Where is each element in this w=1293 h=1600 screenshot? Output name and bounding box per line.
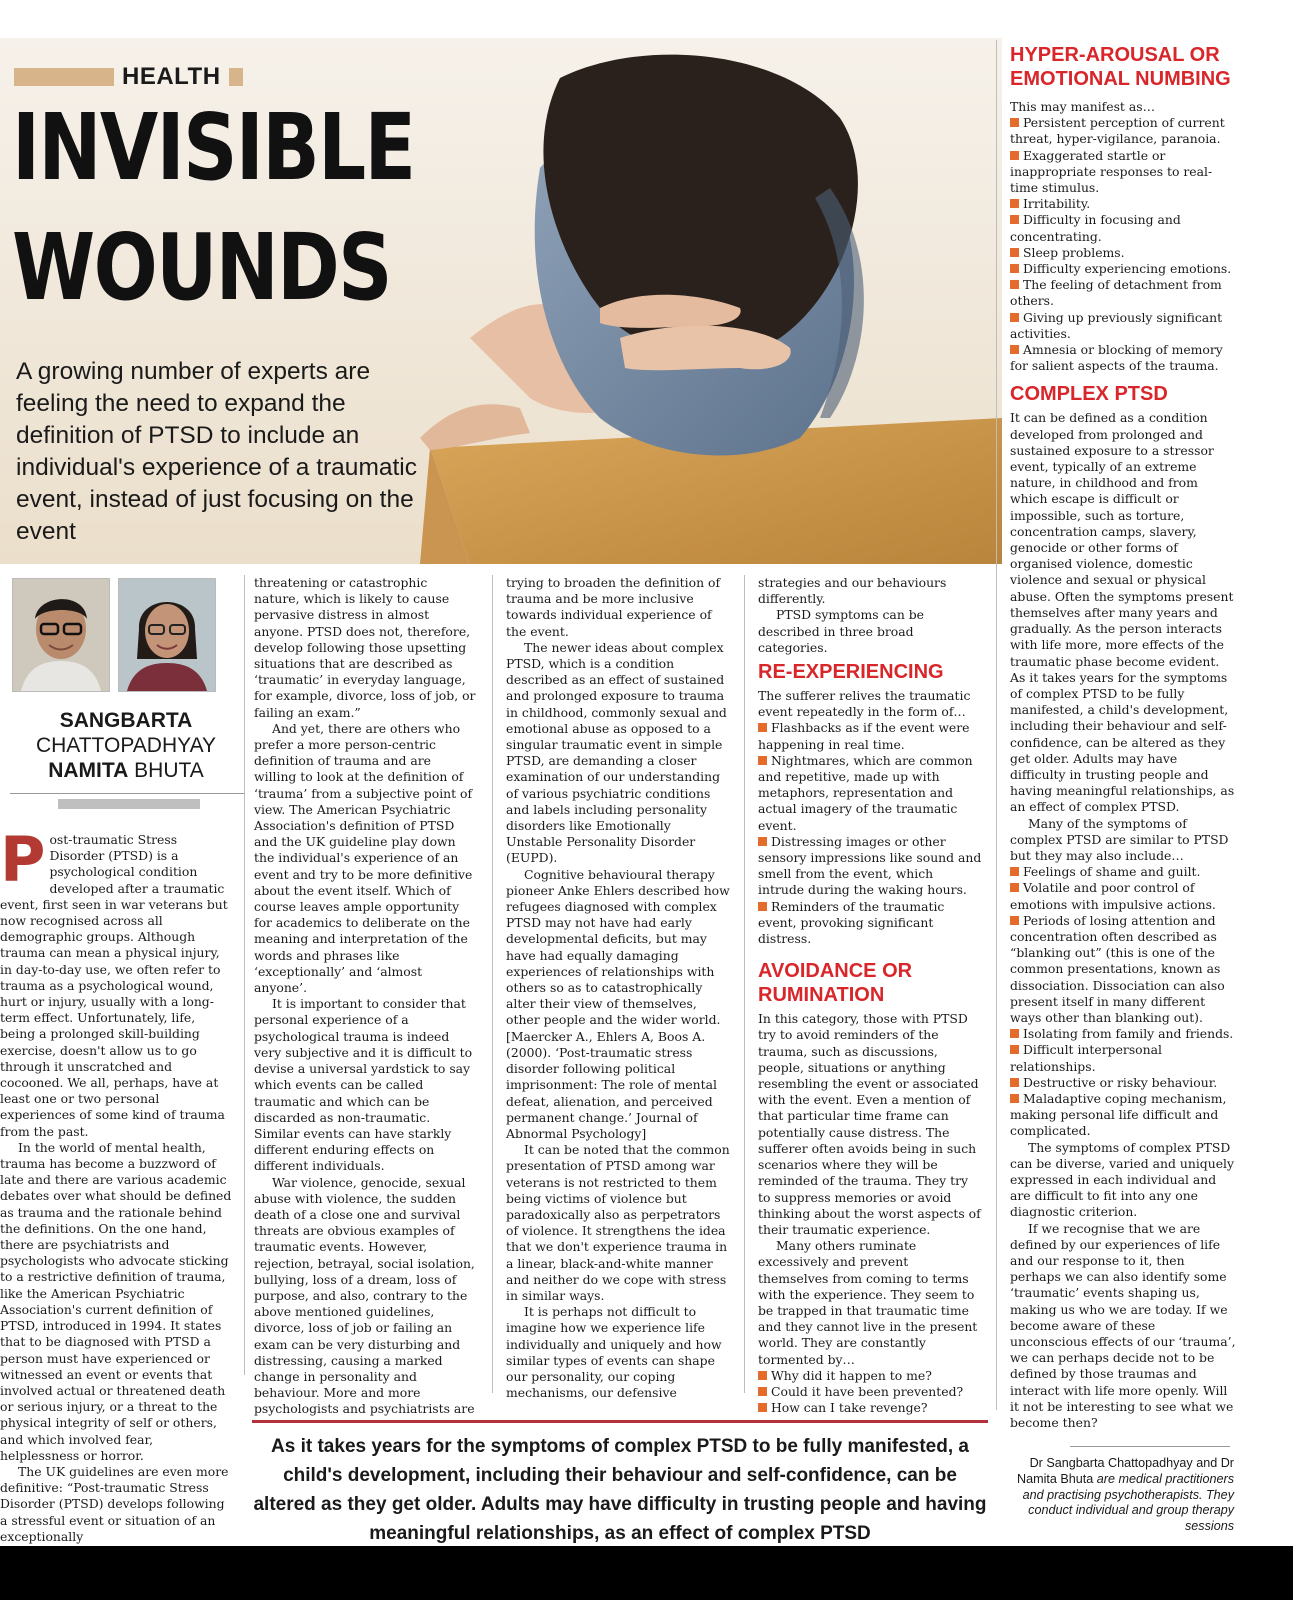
byline-line-1: SANGBARTA [59, 709, 193, 732]
bullet-square-icon [1010, 118, 1019, 127]
credit-names: Dr Sangbarta Chattopadhyay and Dr Namita Bhuta [1016, 1456, 1234, 1486]
pullquote: As it takes years for the symptoms of complex PTSD to be fully manifested, a child's development, including their behaviour and self-confidence, can be altered as they get older. Adults may have difficulty in trusting people and having meaningful relationships, as an effect of complex PTSD [253, 1436, 987, 1544]
bullet-item [758, 1400, 982, 1416]
body-paragraph: The sufferer relives the traumatic event repeatedly in the form of… [758, 688, 971, 720]
bullet-text: Nightmares, which are common and repetitive, made up with metaphors, representation and actual imagery of the traumatic event. [758, 752, 973, 833]
bullet-square-icon [1010, 280, 1019, 289]
bullet-item [1010, 913, 1236, 1026]
bullet-square-icon [1010, 313, 1019, 322]
bullet-square-icon [1010, 248, 1019, 257]
body-paragraph: War violence, genocide, sexual abuse with violence, the sudden death of a close one and survival threats are obvious examples of traumatic events. However, rejection, betrayal, social isolation, bullying, loss of a dream, loss of purpose, and also, contrary to the above mentioned guidelines, divorce, loss of job or failing an exam can be very disturbing and distressing, causing a marked change in personality and behaviour. More and more psychologists and psychiatrists are [254, 1174, 475, 1417]
bullet-text: How can I take revenge? [771, 1400, 928, 1416]
body-column-3 [506, 575, 730, 1401]
body-paragraph: And yet, there are others who prefer a more person-centric definition of trauma and are willing to look at the definition of ‘trauma’ from a subjective point of view. The American Psychiatric Association's definition of PTSD and the UK guideline play down the individual's experience of an event and try to be more definitive about the event itself. Which of course leaves ample opportunity for academics to deliberate on the meaning and interpretation of the words and phrases like ‘exceptionally’ and ‘almost anyone’. [254, 720, 473, 996]
byline-bhuta: BHUTA [128, 759, 204, 782]
pullquote-rule [252, 1420, 988, 1423]
body-column-4 [758, 575, 982, 1416]
subhead-avoidance: AVOIDANCE OR RUMINATION [758, 960, 913, 1007]
page-footer-bar [0, 1546, 1293, 1600]
bullet-square-icon [1010, 883, 1019, 892]
body-paragraph: In the world of mental health, trauma has become a buzzword of late and there are various academic debates over what should be defined as trauma and the rationale behind the definitions. On the one hand, there are psychiatrists and psychologists who advocate sticking to a restrictive definition of trauma, like the American Psychiatric Association's current definition of PTSD, introduced in 1994. It states that to be diagnosed with PTSD a person must have experienced or witnessed an event or events that involved actual or threatened death or serious injury, or a threat to the physical integrity of self or others, and which involved fear, helplessness or horror. [0, 1139, 232, 1463]
bullet-text: Amnesia or blocking of memory for salient aspects of the trauma. [1010, 342, 1223, 374]
body-paragraph: Many others ruminate excessively and prevent themselves from coming to terms with the experience. They seem to be trapped in that traumatic time and they cannot live in the present world. They are constantly tormented by… [758, 1238, 978, 1367]
bullet-square-icon [1010, 867, 1019, 876]
bullet-item [1010, 261, 1236, 277]
bullet-text: Difficult interpersonal relationships. [1010, 1042, 1162, 1074]
kicker-bar-right [229, 68, 243, 86]
bullet-text: Could it have been prevented? [771, 1383, 964, 1399]
bullet-square-icon [1010, 215, 1019, 224]
bullet-text: Distressing images or other sensory impressions like sound and smell from the event, which intrude during the waking hours. [758, 833, 982, 898]
bullet-item [1010, 277, 1236, 309]
headline-line-2: WOUNDS [12, 214, 391, 321]
bullet-text: Irritability. [1023, 196, 1091, 212]
column-rule [244, 575, 245, 1375]
kicker-bar-left [14, 68, 114, 86]
bullet-item [1010, 880, 1236, 912]
body-paragraph: In this category, those with PTSD try to avoid reminders of the trauma, such as discussions, people, situations or anything resembling the event or associated with the event. Even a mention of that particular time frame can potentially cause distress. The sufferer often avoids being in such scenarios where they will be reminded of the trauma. They try to suppress memories or avoid thinking about the worst aspects of their traumatic experience. [758, 1011, 981, 1237]
bullet-item [758, 720, 982, 752]
body-paragraph: Many of the symptoms of complex PTSD are similar to PTSD but they may also include… [1010, 815, 1229, 863]
body-paragraph: It can be defined as a condition developed from prolonged and sustained exposure to a stressor event, typically of an extreme nature, in childhood and from which escape is difficult or impossible, such as torture, concentration camps, slavery, genocide or other forms of organised violence, domestic violence and sexual or physical abuse. Often the symptoms present themselves after many years and gradually. As the person interacts with life more, more effects of the traumatic phase become evident. As it takes years for the symptoms of complex PTSD to be fully manifested, a child's development, including their behaviour and self-confidence, can be altered as they get older. Adults may have difficulty in trusting people and having meaningful relationships, as an effect of complex PTSD. [1010, 410, 1235, 815]
bullet-text: Difficulty in focusing and concentrating. [1010, 212, 1181, 244]
body-paragraph: PTSD symptoms can be described in three broad categories. [758, 607, 924, 655]
subhead-hyper-arousal: HYPER-AROUSAL OR EMOTIONAL NUMBING [1010, 44, 1231, 90]
column-rule [996, 40, 997, 1410]
bullet-square-icon [1010, 1094, 1019, 1103]
body-column-2 [254, 575, 476, 1418]
body-paragraph: It is important to consider that personal experience of a psychological trauma is indeed very subjective and it is difficult to devise a universal yardstick to say which events can be called traumatic and which can be discarded as non-traumatic. Similar events can have starkly different enduring effects on different individuals. [254, 996, 473, 1174]
bullet-item [1010, 1042, 1236, 1074]
credit-description: are medical practitioners and practising psychotherapists. They conduct individual and group therapy sessions [1022, 1471, 1234, 1534]
bullet-square-icon [758, 902, 767, 911]
body-paragraph: threatening or catastrophic nature, which is likely to cause pervasive distress in almost anyone. PTSD does not, therefore, develop following those upsetting situations that are described as ‘traumatic’ in everyday language, for example, divorce, loss of job, or failing an exam.” [254, 575, 476, 720]
bullet-item [1010, 310, 1236, 342]
bullet-text: Destructive or risky behaviour. [1023, 1074, 1218, 1090]
bullet-square-icon [1010, 264, 1019, 273]
bullet-item [1010, 1075, 1236, 1091]
bullet-square-icon [1010, 1029, 1019, 1038]
body-paragraph [0, 823, 232, 1140]
byline-grey-bar [58, 799, 200, 809]
bullet-square-icon [1010, 916, 1019, 925]
body-paragraph: The newer ideas about complex PTSD, which is a condition described as an effect of sustained and prolonged exposure to trauma in childhood, commonly sexual and emotional abuse as opposed to a singular traumatic event in simple PTSD, are demanding a closer examination of our understanding of various psychiatric conditions and labels including personality disorders like Emotionally Unstable Personality Disorder (EUPD). [506, 639, 727, 866]
author-photo-namita [118, 578, 216, 692]
subhead-complex-ptsd: COMPLEX PTSD [1010, 383, 1168, 406]
subhead-re-experiencing: RE-EXPERIENCING [758, 661, 944, 684]
bullet-item [758, 1384, 982, 1400]
bullet-text: Persistent perception of current threat, hyper-vigilance, paranoia. [1010, 115, 1225, 147]
bullet-item [1010, 1091, 1236, 1140]
bullet-square-icon [758, 1387, 767, 1396]
bullet-item [758, 834, 982, 899]
bullet-square-icon [1010, 345, 1019, 354]
author-photo-sangbarta [12, 578, 110, 692]
bullet-square-icon [758, 756, 767, 765]
bullet-square-icon [758, 1371, 767, 1380]
standfirst: A growing number of experts are feeling the need to expand the definition of PTSD to include an individual's experience of a traumatic event, instead of just focusing on the event [16, 358, 417, 545]
bullet-item [1010, 245, 1236, 261]
bullet-square-icon [758, 837, 767, 846]
bullet-text: Maladaptive coping mechanism, making personal life difficult and complicated. [1010, 1090, 1227, 1139]
bullet-text: Giving up previously significant activities. [1010, 309, 1223, 341]
body-paragraph: trying to broaden the definition of trauma and be more inclusive towards individual experience of the event. [506, 575, 721, 639]
bullet-item [758, 899, 982, 948]
section-label: HEALTH [122, 63, 221, 90]
headline-line-1: INVISIBLE [12, 94, 415, 201]
body-paragraph: strategies and our behaviours differently. [758, 575, 947, 607]
bullet-text: Feelings of shame and guilt. [1023, 864, 1201, 880]
bullet-item [1010, 148, 1236, 197]
credit-rule [1070, 1446, 1230, 1447]
bullet-square-icon [1010, 1078, 1019, 1087]
body-paragraph: The UK guidelines are even more definitive: “Post-traumatic Stress Disorder (PTSD) develops following a stressful event or situation of an exceptionally [0, 1463, 229, 1544]
byline-line-2: CHATTOPADHYAY [35, 734, 217, 757]
bullet-item [1010, 212, 1236, 244]
bullet-text: The feeling of detachment from others. [1010, 277, 1222, 309]
bullet-item [1010, 115, 1236, 147]
body-paragraph-text: ost-traumatic Stress Disorder (PTSD) is a psychological condition developed after a traumatic event, first seen in war veterans but now recognised across all demographic groups. Although trauma can mean a physical injury, in day-to-day use, we often refer to trauma as a psychological wound, hurt or injury, usually with a long-term effect. Unfortunately, life, being a prolonged skill-building exercise, doesn't allow us to go through it unscratched and cocooned. We all, perhaps, have at least one or two personal experiences of some kind of trauma from the past. [0, 832, 228, 1139]
bullet-text: Volatile and poor control of emotions with impulsive actions. [1010, 880, 1216, 912]
bullet-square-icon [758, 1403, 767, 1412]
column-rule [744, 575, 745, 1393]
byline-line-3 [8, 758, 244, 783]
author-credit [1010, 1456, 1234, 1535]
bullet-item [1010, 342, 1236, 374]
bullet-square-icon [1010, 151, 1019, 160]
bullet-text: Periods of losing attention and concentration often described as “blanking out” (this is one of the common presentations, known as dissociation. Dissociation can also present itself in many different ways other than blanking out). [1010, 912, 1225, 1025]
body-paragraph: If we recognise that we are defined by our experiences of life and our response to it, then perhaps we can also identify some ‘traumatic’ events shaping us, making us who we are today. If we become aware of these unconscious effects of our ‘trauma’, we can perhaps decide not to be defined by those traumas and interact with life more openly. Will it not be interesting to see what we become then? [1010, 1220, 1236, 1431]
bullet-square-icon [758, 723, 767, 732]
bullet-square-icon [1010, 199, 1019, 208]
bullet-item [1010, 1026, 1236, 1042]
bullet-text: Exaggerated startle or inappropriate responses to real-time stimulus. [1010, 147, 1213, 196]
column-rule [492, 575, 493, 1393]
body-column-5 [1010, 43, 1236, 1431]
body-column-1 [0, 823, 232, 1545]
bullet-text: Why did it happen to me? [771, 1367, 932, 1383]
bullet-text: Reminders of the traumatic event, provoking significant distress. [758, 898, 945, 947]
body-paragraph: It is perhaps not difficult to imagine how we experience life individually and uniquely and how similar types of events can shape our personality, our coping mechanisms, our defensive [506, 1304, 722, 1401]
bullet-text: Isolating from family and friends. [1023, 1026, 1234, 1042]
bullet-item [758, 753, 982, 834]
section-kicker [14, 62, 243, 92]
body-paragraph: It can be noted that the common presentation of PTSD among war veterans is not restricted to them being victims of violence but paradoxically also as perpetrators of violence. It strengthens the idea that we don't experience trauma in a linear, black-and-white manner and neither do we cope with stress in similar ways. [506, 1142, 730, 1303]
body-paragraph: Cognitive behavioural therapy pioneer Anke Ehlers described how refugees diagnosed with complex PTSD may not have had early developmental deficits, but may have had equally damaging experiences of relationships with others so as to catastrophically alter their view of themselves, other people and the wider world. [Maercker A., Ehlers A, Boos A. (2000). ‘Post-traumatic stress disorder following political imprisonment: The role of mental defeat, alienation, and perceived permanent change.’ Journal of Abnormal Psychology] [506, 866, 730, 1141]
bullet-text: Difficulty experiencing emotions. [1023, 261, 1232, 277]
bullet-item [1010, 864, 1236, 880]
byline-namita: NAMITA [48, 759, 129, 782]
body-paragraph: The symptoms of complex PTSD can be diverse, varied and uniquely expressed in each individual and are difficult to fit into any one diagnostic criterion. [1010, 1139, 1235, 1220]
body-paragraph: This may manifest as… [1010, 99, 1155, 114]
byline-divider [10, 793, 244, 794]
drop-cap: P [0, 823, 46, 896]
bullet-text: Flashbacks as if the event were happening in real time. [758, 720, 970, 752]
bullet-item [758, 1368, 982, 1384]
bullet-square-icon [1010, 1045, 1019, 1054]
bullet-text: Sleep problems. [1023, 244, 1125, 260]
bullet-item [1010, 196, 1236, 212]
